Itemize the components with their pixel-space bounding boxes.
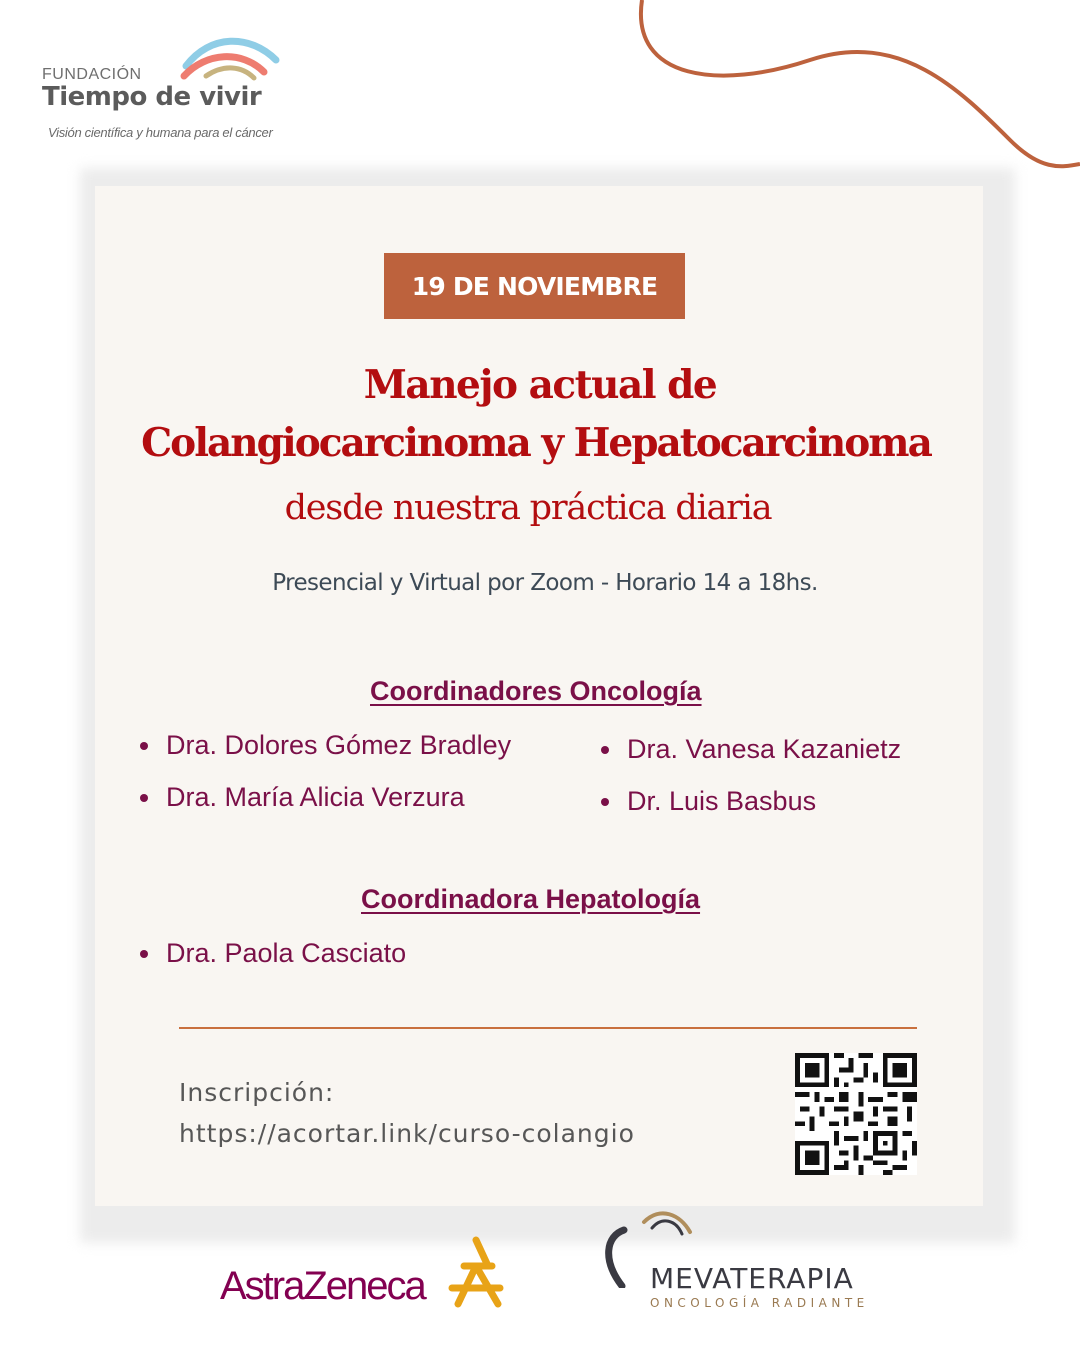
hepatology-heading: Coordinadora Hepatología bbox=[361, 884, 701, 914]
bullet-icon bbox=[601, 798, 609, 806]
astrazeneca-wordmark: AstraZeneca bbox=[220, 1264, 425, 1308]
bullet-icon bbox=[140, 950, 148, 958]
registration-link[interactable]: https://acortar.link/curso-colangio bbox=[179, 1119, 635, 1148]
astrazeneca-logo bbox=[220, 1236, 510, 1316]
foundation-name: Tiempo de vivir bbox=[42, 82, 262, 112]
bullet-icon bbox=[140, 742, 148, 750]
coordinator-name: Dra. Dolores Gómez Bradley bbox=[166, 730, 512, 760]
oncology-heading: Coordinadores Oncología bbox=[370, 676, 702, 706]
foundation-tagline: Visión científica y humana para el cáncer bbox=[48, 125, 273, 140]
coordinator-name: Dra. María Alicia Verzura bbox=[166, 782, 465, 812]
mevaterapia-logo bbox=[600, 1208, 880, 1318]
foundation-logo bbox=[40, 32, 280, 152]
date-badge: 19 DE NOVIEMBRE bbox=[384, 253, 685, 319]
foundation-logo-arcs-icon bbox=[180, 36, 280, 86]
coordinator-name: Dra. Paola Casciato bbox=[166, 938, 407, 968]
bullet-icon bbox=[601, 746, 609, 754]
qr-code-icon[interactable] bbox=[795, 1053, 917, 1175]
registration-label: Inscripción: bbox=[179, 1078, 335, 1107]
bullet-icon bbox=[140, 794, 148, 802]
event-title-line-2: Colangiocarcinoma y Hepatocarcinoma bbox=[141, 420, 931, 466]
event-format: Presencial y Virtual por Zoom - Horario 14 a 18hs. bbox=[272, 570, 818, 596]
mevaterapia-wordmark: MEVATERAPIA bbox=[650, 1262, 854, 1295]
mevaterapia-subtitle: ONCOLOGÍA RADIANTE bbox=[650, 1296, 869, 1310]
coordinator-name: Dra. Vanesa Kazanietz bbox=[627, 734, 902, 764]
divider bbox=[179, 1027, 917, 1029]
decorative-curve bbox=[600, 0, 1080, 180]
coordinator-name: Dr. Luis Basbus bbox=[627, 786, 817, 816]
foundation-prefix: FUNDACIÓN bbox=[42, 66, 142, 83]
event-subtitle: desde nuestra práctica diaria bbox=[284, 488, 772, 528]
event-title-line-1: Manejo actual de bbox=[363, 362, 717, 408]
astrazeneca-symbol-icon bbox=[448, 1236, 504, 1308]
